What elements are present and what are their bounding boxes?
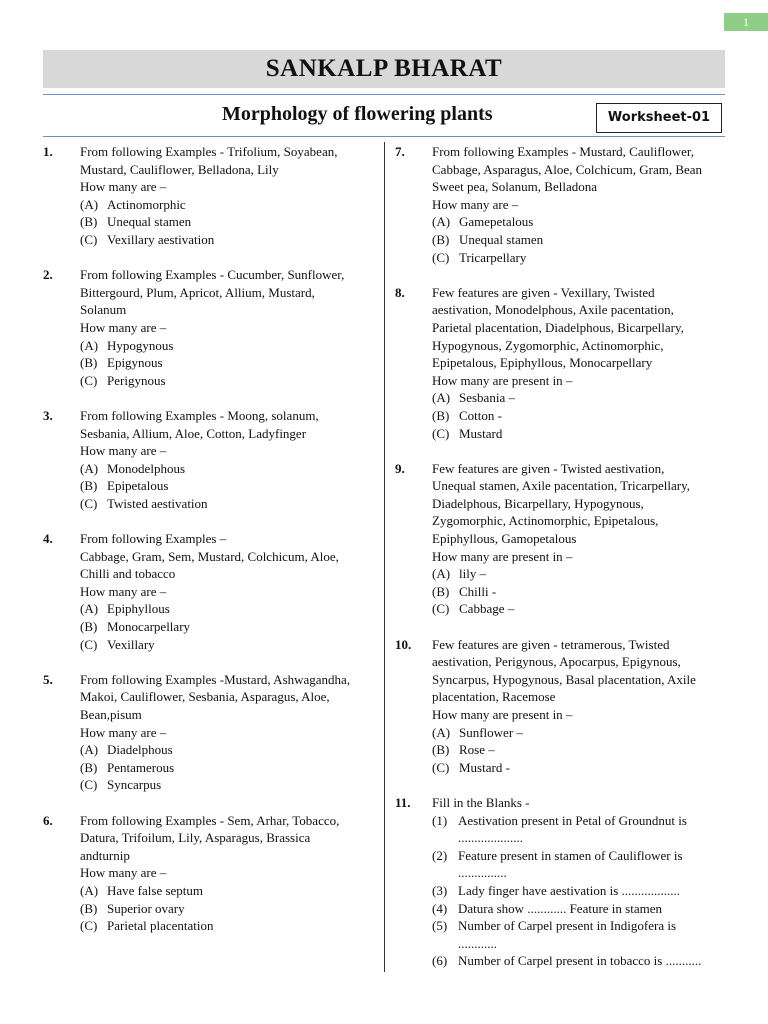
option-text: Epiphyllous xyxy=(107,601,170,617)
option-label: (A) xyxy=(432,566,451,582)
question-text: Chilli and tobacco xyxy=(80,566,176,582)
option-text: Mustard xyxy=(459,425,503,441)
option-text: Tricarpellary xyxy=(459,249,527,265)
question-option xyxy=(80,882,373,900)
question-body xyxy=(80,407,373,513)
question-text: From following Examples - Cucumber, Sunflower, xyxy=(80,267,345,283)
option-label: (A) xyxy=(80,742,99,758)
question-number: 6. xyxy=(43,812,53,828)
option-text: Gamepetalous xyxy=(459,214,534,230)
question-text: Cabbage, Gram, Sem, Mustard, Colchicum, Aloe, xyxy=(80,548,339,564)
option-label: (C) xyxy=(432,759,450,775)
option-label: (C) xyxy=(80,777,98,793)
option-label: (B) xyxy=(80,355,98,371)
option-text: Pentamerous xyxy=(107,759,175,775)
option-text: Mustard - xyxy=(459,759,510,775)
question-option xyxy=(80,460,373,478)
right-column xyxy=(395,143,725,988)
option-text: Monodelphous xyxy=(107,460,185,476)
question-item xyxy=(43,407,373,513)
question-text: From following Examples - Trifolium, Soyabean, xyxy=(80,144,338,159)
question-text: Fill in the Blanks - xyxy=(432,794,530,810)
option-label: (B) xyxy=(80,619,98,635)
question-option xyxy=(80,900,373,918)
question-body xyxy=(80,143,373,249)
question-text: Sesbania, Allium, Aloe, Cotton, Ladyfinger xyxy=(80,425,307,441)
question-item xyxy=(395,794,725,970)
question-text: andturnip xyxy=(80,847,130,863)
option-text: Twisted aestivation xyxy=(107,495,208,511)
option-label: (B) xyxy=(432,583,450,599)
option-label: (B) xyxy=(80,759,98,775)
question-number: 9. xyxy=(395,460,405,476)
column-divider xyxy=(384,142,385,972)
question-option xyxy=(80,372,373,390)
option-label: (A) xyxy=(80,460,99,476)
option-text: Actinomorphic xyxy=(107,196,186,212)
question-text: Epipetalous, Epiphyllous, Monocarpellary xyxy=(432,355,653,371)
question-text: Diadelphous, Bicarpellary, Hypogynous, xyxy=(432,495,644,511)
option-label: (C) xyxy=(432,425,450,441)
blank-dots: ............ xyxy=(458,935,497,951)
question-number: 11. xyxy=(395,794,411,810)
question-number: 10. xyxy=(395,636,412,652)
question-item xyxy=(43,143,373,249)
option-label: (B) xyxy=(432,231,450,247)
question-text: aestivation, Perigynous, Apocarpus, Epigynous, xyxy=(432,654,681,670)
worksheet-label: Worksheet-01 xyxy=(596,103,722,133)
question-option xyxy=(80,213,373,231)
blank-text xyxy=(458,917,676,952)
question-option xyxy=(80,776,373,794)
question-option xyxy=(80,600,373,618)
question-text: How many are – xyxy=(432,196,519,212)
blank-statement: Number of Carpel present in tobacco is ........... xyxy=(458,953,702,969)
blank-statement: Datura show ............ Feature in stamen xyxy=(458,900,662,916)
question-body xyxy=(432,794,725,970)
question-option xyxy=(432,565,725,583)
question-option xyxy=(80,618,373,636)
subtitle: Morphology of flowering plants xyxy=(222,103,493,125)
option-label: (A) xyxy=(432,390,451,406)
option-text: Monocarpellary xyxy=(107,619,191,635)
option-text: Rose – xyxy=(459,742,495,758)
question-text: Mustard, Cauliflower, Belladona, Lily xyxy=(80,161,279,177)
header-banner xyxy=(43,50,725,88)
blank-text xyxy=(458,882,680,900)
option-text: Have false septum xyxy=(107,882,204,898)
fill-blank-item xyxy=(432,847,725,882)
question-number: 8. xyxy=(395,284,405,300)
fill-blank-item xyxy=(432,812,725,847)
option-text: Vexillary xyxy=(107,636,155,652)
question-item xyxy=(43,812,373,935)
option-text: Cabbage – xyxy=(459,601,515,617)
blank-statement: Aestivation present in Petal of Groundnut is xyxy=(458,812,687,828)
option-label: (A) xyxy=(432,724,451,740)
question-text: How many are present in – xyxy=(432,372,573,388)
question-item xyxy=(43,266,373,389)
question-option xyxy=(432,249,725,267)
question-text: How many are present in – xyxy=(432,707,573,722)
question-text: Solanum xyxy=(80,302,127,318)
question-text: Bean,pisum xyxy=(80,707,142,722)
option-label: (A) xyxy=(80,196,99,212)
question-number: 2. xyxy=(43,267,53,283)
question-item xyxy=(395,460,725,618)
question-option xyxy=(432,213,725,231)
option-label: (C) xyxy=(432,249,450,265)
option-label: (B) xyxy=(432,407,450,423)
question-text: Unequal stamen, Axile pacentation, Tricarpellary, xyxy=(432,478,691,494)
left-column xyxy=(43,143,373,952)
question-text: How many are – xyxy=(80,724,167,740)
question-text: From following Examples - Sem, Arhar, Tobacco, xyxy=(80,812,340,828)
question-body xyxy=(432,284,725,442)
blank-statement: Lady finger have aestivation is .................. xyxy=(458,882,681,898)
blank-dots: .................... xyxy=(458,830,523,846)
option-label: (B) xyxy=(80,214,98,230)
question-item xyxy=(395,143,725,266)
question-option xyxy=(80,477,373,495)
question-option xyxy=(432,583,725,601)
blank-dots: ............... xyxy=(458,865,507,881)
blank-label: (3) xyxy=(432,882,448,898)
option-label: (B) xyxy=(80,900,98,916)
question-option xyxy=(80,337,373,355)
option-text: Unequal stamen xyxy=(459,231,544,247)
page-title: SANKALP BHARAT xyxy=(265,55,503,82)
option-text: Sunflower – xyxy=(459,724,523,740)
option-text: Epipetalous xyxy=(107,478,169,494)
blank-label: (6) xyxy=(432,953,448,969)
blank-text xyxy=(458,812,687,847)
question-option xyxy=(80,741,373,759)
question-option xyxy=(432,231,725,249)
question-option xyxy=(80,196,373,214)
question-body xyxy=(80,812,373,935)
question-option xyxy=(432,389,725,407)
option-text: Sesbania – xyxy=(459,390,515,406)
question-item xyxy=(43,671,373,794)
question-option xyxy=(80,354,373,372)
blank-text xyxy=(458,847,683,882)
option-text: Cotton - xyxy=(459,407,502,423)
option-label: (C) xyxy=(80,231,98,247)
blank-label: (2) xyxy=(432,847,448,863)
question-text: Makoi, Cauliflower, Sesbania, Asparagus, Aloe, xyxy=(80,689,330,705)
question-option xyxy=(432,425,725,443)
question-body xyxy=(80,266,373,389)
question-body xyxy=(80,530,373,653)
option-text: Parietal placentation xyxy=(107,918,214,934)
option-text: Hypogynous xyxy=(107,337,174,353)
fill-blank-item xyxy=(432,952,725,970)
question-text: How many are present in – xyxy=(432,548,573,564)
option-label: (A) xyxy=(432,214,451,230)
question-text: Hypogynous, Zygomorphic, Actinomorphic, xyxy=(432,337,664,353)
option-label: (C) xyxy=(80,918,98,934)
option-text: lily – xyxy=(459,566,487,582)
question-text: How many are – xyxy=(80,179,167,195)
option-text: Superior ovary xyxy=(107,900,185,916)
page-number: 1 xyxy=(724,13,768,31)
option-label: (A) xyxy=(80,601,99,617)
question-text: Bittergourd, Plum, Apricot, Allium, Mustard, xyxy=(80,284,315,300)
option-label: (C) xyxy=(80,372,98,388)
question-option xyxy=(432,600,725,618)
question-option xyxy=(432,724,725,742)
question-text: Few features are given - tetramerous, Twisted xyxy=(432,636,670,652)
question-option xyxy=(80,231,373,249)
option-text: Diadelphous xyxy=(107,742,173,758)
option-text: Epigynous xyxy=(107,355,163,371)
question-option xyxy=(432,407,725,425)
question-text: Cabbage, Asparagus, Aloe, Colchicum, Gram, Bean xyxy=(432,161,703,177)
blank-statement: Number of Carpel present in Indigofera is xyxy=(458,918,677,934)
question-number: 4. xyxy=(43,531,53,547)
blank-text xyxy=(458,900,662,918)
blank-text xyxy=(458,952,701,970)
option-label: (C) xyxy=(80,636,98,652)
question-option xyxy=(432,759,725,777)
option-label: (A) xyxy=(80,337,99,353)
fill-blank-item xyxy=(432,882,725,900)
option-text: Perigynous xyxy=(107,372,166,388)
question-text: Few features are given - Twisted aestivation, xyxy=(432,460,665,476)
question-option xyxy=(80,917,373,935)
option-label: (B) xyxy=(432,742,450,758)
question-body xyxy=(432,143,725,266)
question-body xyxy=(432,636,725,777)
question-number: 1. xyxy=(43,144,53,159)
question-option xyxy=(80,636,373,654)
question-text: How many are – xyxy=(80,583,167,599)
question-number: 5. xyxy=(43,671,53,687)
question-text: From following Examples -Mustard, Ashwagandha, xyxy=(80,671,351,687)
question-text: Epiphyllous, Gamopetalous xyxy=(432,531,577,547)
option-text: Vexillary aestivation xyxy=(107,231,215,247)
blank-statement: Feature present in stamen of Cauliflower is xyxy=(458,847,683,863)
option-text: Chilli - xyxy=(459,583,497,599)
question-text: Syncarpus, Hypogynous, Basal placentation, Axile xyxy=(432,671,696,687)
question-text: From following Examples - Moong, solanum, xyxy=(80,407,319,423)
fill-blank-item xyxy=(432,900,725,918)
option-label: (A) xyxy=(80,882,99,898)
question-option xyxy=(80,495,373,513)
option-text: Unequal stamen xyxy=(107,214,192,230)
question-number: 3. xyxy=(43,407,53,423)
subtitle-rule xyxy=(43,136,725,137)
question-text: Few features are given - Vexillary, Twisted xyxy=(432,284,655,300)
header-rule xyxy=(43,94,725,95)
option-label: (C) xyxy=(432,601,450,617)
question-body xyxy=(80,671,373,794)
question-item xyxy=(395,636,725,777)
blank-label: (5) xyxy=(432,918,448,934)
question-text: How many are – xyxy=(80,319,167,335)
question-option xyxy=(432,741,725,759)
option-label: (B) xyxy=(80,478,98,494)
question-number: 7. xyxy=(395,144,405,159)
blank-label: (1) xyxy=(432,812,448,828)
question-text: Zygomorphic, Actinomorphic, Epipetalous, xyxy=(432,513,659,529)
question-text: aestivation, Monodelphous, Axile pacentation, xyxy=(432,302,674,318)
question-text: placentation, Racemose xyxy=(432,689,556,705)
question-item xyxy=(395,284,725,442)
question-text: Parietal placentation, Diadelphous, Bicarpellary, xyxy=(432,319,684,335)
question-text: How many are – xyxy=(80,443,167,459)
fill-blank-item xyxy=(432,917,725,952)
option-text: Syncarpus xyxy=(107,777,162,793)
question-option xyxy=(80,759,373,777)
question-text: Sweet pea, Solanum, Belladona xyxy=(432,179,597,195)
question-text: From following Examples – xyxy=(80,531,227,547)
option-label: (C) xyxy=(80,495,98,511)
question-text: How many are – xyxy=(80,865,167,881)
question-text: From following Examples - Mustard, Cauliflower, xyxy=(432,144,694,159)
question-text: Datura, Trifoilum, Lily, Asparagus, Brassica xyxy=(80,830,311,846)
question-item xyxy=(43,530,373,653)
question-body xyxy=(432,460,725,618)
blank-label: (4) xyxy=(432,900,448,916)
